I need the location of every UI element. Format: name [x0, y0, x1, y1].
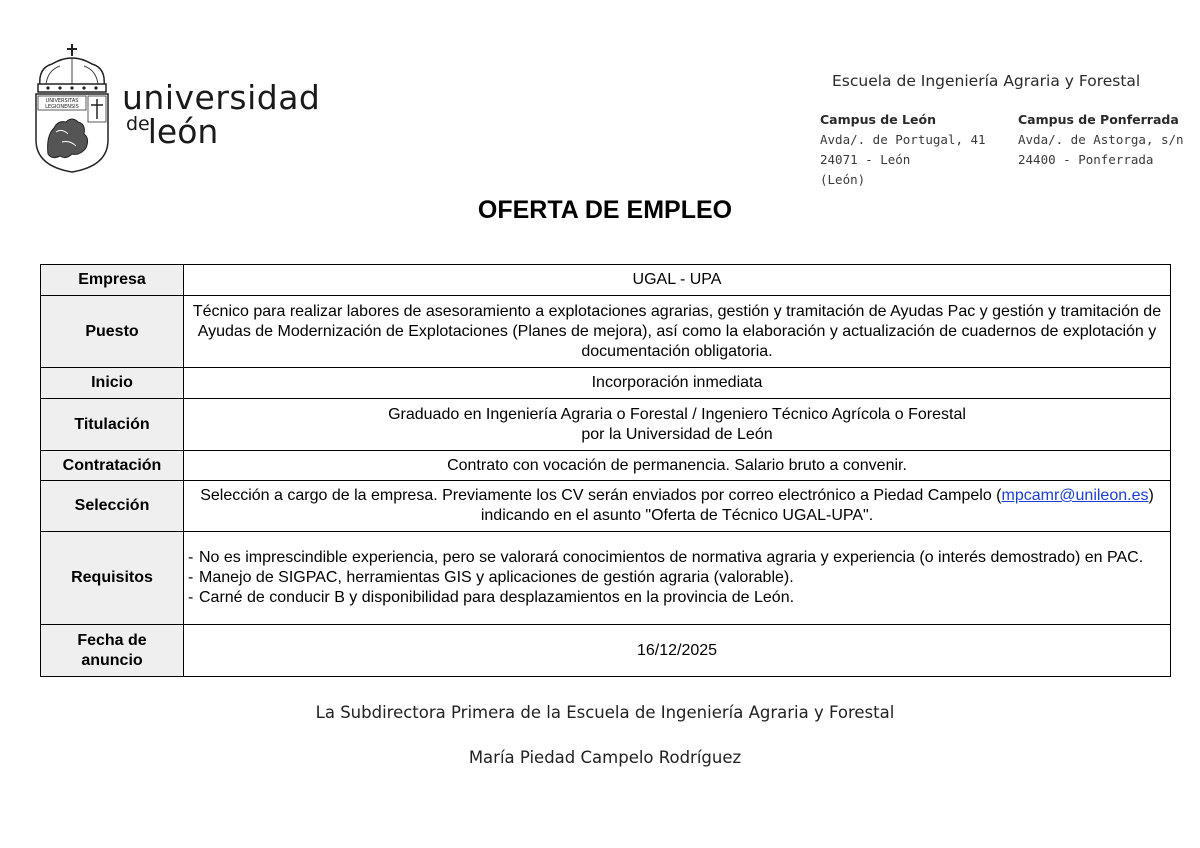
value-puesto: Técnico para realizar labores de asesoramiento a explotaciones agrarias, gestión y tramitación de Ayudas Pac y gestión y tramitación de Ayudas de Modernización de Explotaciones (Planes de mejora), así como la elaboración y actualización de cuadernos de explotación y documentación obligatoria. [184, 296, 1171, 368]
label-fecha [41, 625, 184, 677]
label-seleccion: Selección [41, 481, 184, 532]
wordmark-de-leon [122, 114, 320, 150]
titulacion-line: por la Universidad de León [581, 425, 773, 443]
campus-leon-line: Avda/. de Portugal, 41 [820, 132, 986, 147]
value-contratacion: Contrato con vocación de permanencia. Salario bruto a convenir. [184, 451, 1171, 481]
value-requisitos [184, 532, 1171, 625]
value-fecha: 16/12/2025 [184, 625, 1171, 677]
label-titulacion: Titulación [41, 399, 184, 451]
row-seleccion [41, 481, 1171, 532]
row-inicio [41, 368, 1171, 399]
row-fecha [41, 625, 1171, 677]
row-titulacion [41, 399, 1171, 451]
school-name: Escuela de Ingeniería Agraria y Forestal [832, 72, 1141, 90]
row-contratacion [41, 451, 1171, 481]
university-wordmark [122, 80, 320, 150]
wordmark-de: de [126, 113, 150, 135]
campus-ponferrada [1018, 110, 1184, 170]
requirement-text: Manejo de SIGPAC, herramientas GIS y aplicaciones de gestión agraria (valorable). [199, 569, 794, 586]
titulacion-line: Graduado en Ingeniería Agraria o Forestal / Ingeniero Técnico Agrícola o Forestal [388, 405, 966, 423]
row-empresa [41, 265, 1171, 296]
label-puesto: Puesto [41, 296, 184, 368]
campus-ponferrada-line: 24400 - Ponferrada [1018, 152, 1154, 167]
row-requisitos [41, 532, 1171, 625]
shield-text-2: LEGIONENSIS [45, 104, 79, 110]
campus-leon-line: (León) [820, 172, 866, 187]
campus-ponferrada-name: Campus de Ponferrada [1018, 112, 1179, 127]
university-crest-icon [32, 44, 112, 174]
job-offer-table [40, 264, 1171, 677]
seleccion-text: ) indicando en el asunto "Oferta de Técnico UGAL-UPA". [480, 487, 1154, 524]
signatory-name: María Piedad Campelo Rodríguez [468, 748, 742, 767]
label-fecha-line: anuncio [81, 651, 143, 669]
value-empresa: UGAL - UPA [184, 265, 1171, 296]
wordmark-universidad: universidad [122, 78, 321, 117]
label-contratacion: Contratación [41, 451, 184, 481]
signatory-role: La Subdirectora Primera de la Escuela de Ingeniería Agraria y Forestal [315, 703, 895, 722]
row-puesto [41, 296, 1171, 368]
page-title: OFERTA DE EMPLEO [477, 196, 733, 224]
requirement-item: - Carné de conducir B y disponibilidad para desplazamientos en la provincia de León. [188, 589, 795, 606]
requirement-text: Carné de conducir B y disponibilidad para desplazamientos en la provincia de León. [199, 589, 795, 606]
value-titulacion [184, 399, 1171, 451]
requirement-text: No es imprescindible experiencia, pero se valorará conocimientos de normativa agraria y experiencia (o interés demostrado) en PAC. [199, 549, 1144, 566]
campus-leon [820, 110, 986, 190]
campus-leon-name: Campus de León [820, 112, 936, 127]
value-inicio: Incorporación inmediata [184, 368, 1171, 399]
seleccion-text: Selección a cargo de la empresa. Previamente los CV serán enviados por correo electrónico a Piedad Campelo ( [200, 487, 1002, 504]
wordmark-leon: león [147, 112, 219, 151]
requirement-item: - No es imprescindible experiencia, pero se valorará conocimientos de normativa agraria y experiencia (o interés demostrado) en PAC. [188, 549, 1144, 566]
shield-text-1: UNIVERSITAS [45, 98, 79, 104]
label-fecha-line: Fecha de [77, 631, 147, 649]
campus-ponferrada-line: Avda/. de Astorga, s/n [1018, 132, 1184, 147]
label-empresa: Empresa [41, 265, 184, 296]
email-link[interactable]: mpcamr@unileon.es [1001, 487, 1149, 504]
label-inicio: Inicio [41, 368, 184, 399]
campus-leon-line: 24071 - León [820, 152, 911, 167]
label-requisitos: Requisitos [41, 532, 184, 625]
value-seleccion [184, 481, 1171, 532]
requirement-item: - Manejo de SIGPAC, herramientas GIS y aplicaciones de gestión agraria (valorable). [188, 569, 794, 586]
